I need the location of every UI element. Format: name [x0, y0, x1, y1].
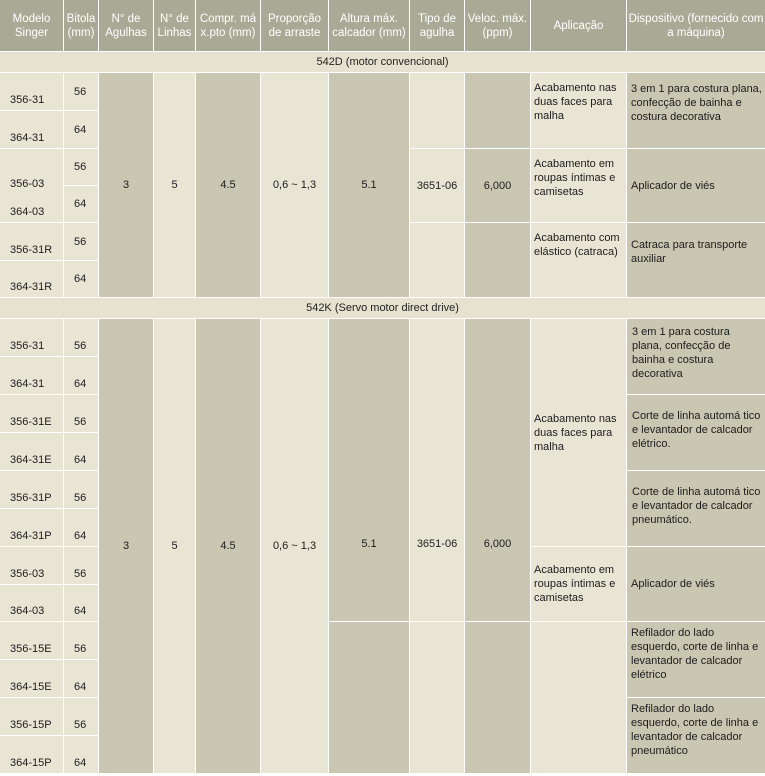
aplicacao-cell: Acabamento com elástico (catraca) [531, 223, 626, 297]
gauge-cell: 64 [64, 660, 98, 697]
gauge-cell: 56 [64, 223, 98, 260]
linhas-value: 5 [154, 73, 195, 297]
section-title-542k: 542K (Servo motor direct drive) [0, 298, 765, 318]
gauge-cell: 56 [64, 547, 98, 584]
header-altura: Altura máx. calcador (mm) [329, 0, 409, 51]
veloc-value: 6,000 [465, 149, 530, 222]
aplicacao-cell: Acabamento em roupas íntimas e camisetas [531, 149, 626, 222]
model-cell: 356-03 [10, 178, 45, 190]
veloc-blank [465, 73, 530, 148]
proporcao-value: 0,6 ~ 1,3 [261, 319, 328, 773]
gauge-cell: 56 [64, 149, 98, 185]
dispositivo-cell: Corte de linha automá tico e levantador de calcador pneumático. [627, 471, 765, 546]
agulhas-value: 3 [99, 73, 153, 297]
gauge-cell: 64 [64, 261, 98, 297]
gauge-cell: 56 [64, 471, 98, 508]
gauge-cell: 64 [64, 585, 98, 621]
proporcao-value: 0,6 ~ 1,3 [261, 73, 328, 297]
model-cell: 356-15P [0, 698, 63, 735]
aplicacao-blank [531, 622, 626, 773]
compr-value: 4.5 [196, 73, 260, 297]
model-cell: 364-31R [0, 261, 63, 297]
model-cell: 356-31E [0, 395, 63, 432]
dispositivo-cell: Corte de linha automá tico e levantador de calcador elétrico. [627, 395, 765, 470]
header-aplicacao: Aplicação [531, 0, 626, 51]
section-title-542d: 542D (motor convencional) [0, 52, 765, 72]
header-linhas: N° de Linhas [154, 0, 195, 51]
altura-value: 5.1 [329, 319, 409, 621]
model-cell: 364-03 [0, 585, 63, 621]
aplicacao-cell: Acabamento em roupas íntimas e camisetas [531, 547, 626, 621]
linhas-value: 5 [154, 319, 195, 773]
dispositivo-cell: 3 em 1 para costura plana, confecção de bainha e costura decorativa [627, 319, 765, 394]
dispositivo-cell: Aplicador de viés [627, 149, 765, 222]
gauge-cell: 56 [64, 395, 98, 432]
agulhas-value: 3 [99, 319, 153, 773]
model-cell: 356-31 [0, 73, 63, 110]
dispositivo-cell: 3 em 1 para costura plana, confecção de bainha e costura decorativa [627, 73, 765, 148]
gauge-cell: 64 [64, 186, 98, 222]
dispositivo-cell: Catraca para transporte auxiliar [627, 223, 765, 297]
aplicacao-cell: Acabamento nas duas faces para malha [531, 73, 626, 148]
model-cell: 356-15E [0, 622, 63, 659]
gauge-cell: 64 [64, 736, 98, 773]
veloc-blank [465, 622, 530, 773]
gauge-cell: 56 [64, 698, 98, 735]
model-cell: 356-03 [0, 547, 63, 584]
model-cell: 356-31R [0, 223, 63, 260]
model-cell: 364-15E [0, 660, 63, 697]
altura-blank [329, 622, 409, 773]
dispositivo-cell: Aplicador de viés [627, 547, 765, 621]
model-cell: 364-31 [0, 357, 63, 394]
model-cell: 364-15P [0, 736, 63, 773]
gauge-cell: 56 [64, 73, 98, 110]
header-compr: Compr. má x.pto (mm) [196, 0, 260, 51]
gauge-cell: 56 [64, 622, 98, 659]
veloc-blank [465, 223, 530, 297]
model-cell: 364-03 [0, 149, 63, 222]
tipo-blank [410, 73, 464, 148]
model-cell: 364-31 [0, 111, 63, 148]
header-proporcao: Proporção de arraste [261, 0, 328, 51]
header-modelo: Modelo Singer [0, 0, 63, 51]
tipo-blank [410, 622, 464, 773]
header-veloc: Veloc. máx. (ppm) [465, 0, 530, 51]
dispositivo-cell: Refilador do lado esquerdo, corte de linha e levantador de calcador elétrico [627, 622, 765, 697]
altura-value: 5.1 [329, 73, 409, 297]
gauge-cell: 56 [64, 319, 98, 356]
gauge-cell: 64 [64, 433, 98, 470]
model-cell: 364-31P [0, 509, 63, 546]
gauge-cell: 64 [64, 509, 98, 546]
header-agulhas: N° de Agulhas [99, 0, 153, 51]
header-tipo: Tipo de agulha [410, 0, 464, 51]
dispositivo-cell: Refilador do lado esquerdo, corte de linha e levantador de calcador pneumático [627, 698, 765, 773]
veloc-value: 6,000 [465, 319, 530, 621]
tipo-blank [410, 223, 464, 297]
model-cell: 356-31 [0, 319, 63, 356]
gauge-cell: 64 [64, 357, 98, 394]
model-cell: 364-31E [0, 433, 63, 470]
aplicacao-cell: Acabamento nas duas faces para malha [531, 319, 626, 546]
header-bitola: Bitola (mm) [64, 0, 98, 51]
tipo-value: 3651-06 [410, 319, 464, 621]
header-dispositivo: Dispositivo (fornecido com a máquina) [627, 0, 765, 51]
model-cell: 356-31P [0, 471, 63, 508]
tipo-value: 3651-06 [410, 149, 464, 222]
compr-value: 4.5 [196, 319, 260, 773]
gauge-cell: 64 [64, 111, 98, 148]
